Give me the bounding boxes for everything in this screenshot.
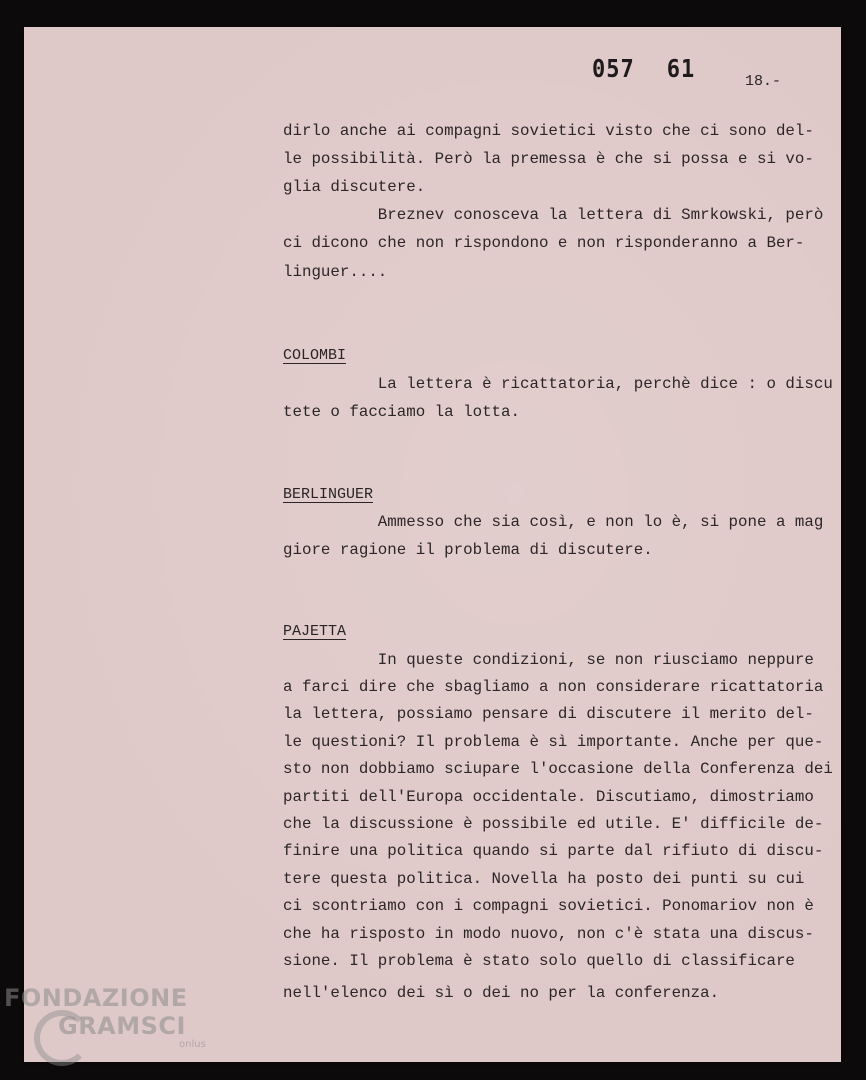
- text-line: la lettera, possiamo pensare di discutere il merito del-: [283, 705, 814, 723]
- text-line: sto non dobbiamo sciupare l'occasione della Conferenza dei: [283, 760, 833, 778]
- watermark-line3: onlus: [179, 1039, 206, 1050]
- archive-reference-part2: 61: [666, 55, 696, 84]
- text-line: tere questa politica. Novella ha posto dei punti su cui: [283, 870, 805, 888]
- text-line: linguer....: [283, 263, 388, 281]
- text-line: che la discussione è possibile ed utile. E' difficile de-: [283, 815, 824, 833]
- speaker-heading: BERLINGUER: [283, 486, 374, 503]
- text-line: le questioni? Il problema è sì importante. Anche per que-: [283, 733, 824, 751]
- watermark: [4, 986, 206, 1050]
- text-line: le possibilità. Però la premessa è che si possa e si vo-: [283, 150, 814, 168]
- text-line: finire una politica quando si parte dal rifiuto di discu-: [283, 842, 824, 860]
- text-line: Ammesso che sia così, e non lo è, si pone a mag: [283, 513, 824, 531]
- text-line: glia discutere.: [283, 178, 426, 196]
- text-line: nell'elenco dei sì o dei no per la conferenza.: [283, 984, 720, 1002]
- watermark-line1: FONDAZIONE: [4, 984, 188, 1012]
- speaker-heading: PAJETTA: [283, 623, 347, 640]
- text-line: ci scontriamo con i compagni sovietici. Ponomariov non è: [283, 897, 814, 915]
- archive-reference-part1: 057: [592, 55, 635, 84]
- text-line: partiti dell'Europa occidentale. Discutiamo, dimostriamo: [283, 788, 814, 806]
- text-line: che ha risposto in modo nuovo, non c'è stata una discus-: [283, 925, 814, 943]
- text-line: In queste condizioni, se non riusciamo neppure: [283, 651, 814, 669]
- text-line: dirlo anche ai compagni sovietici visto che ci sono del-: [283, 122, 814, 140]
- speaker-heading: COLOMBI: [283, 347, 347, 364]
- text-line: sione. Il problema è stato solo quello di classificare: [283, 952, 795, 970]
- text-line: ci dicono che non rispondono e non risponderanno a Ber-: [283, 234, 805, 252]
- page-number: 18.-: [745, 73, 782, 90]
- text-line: La lettera è ricattatoria, perchè dice : o discu: [283, 375, 833, 393]
- text-line: tete o facciamo la lotta.: [283, 403, 520, 421]
- text-line: a farci dire che sbagliamo a non considerare ricattatoria: [283, 678, 824, 696]
- archive-reference: [592, 55, 695, 84]
- text-line: giore ragione il problema di discutere.: [283, 541, 653, 559]
- watermark-line2: GRAMSCI: [58, 1012, 186, 1040]
- text-line: Breznev conosceva la lettera di Smrkowski, però: [283, 206, 824, 224]
